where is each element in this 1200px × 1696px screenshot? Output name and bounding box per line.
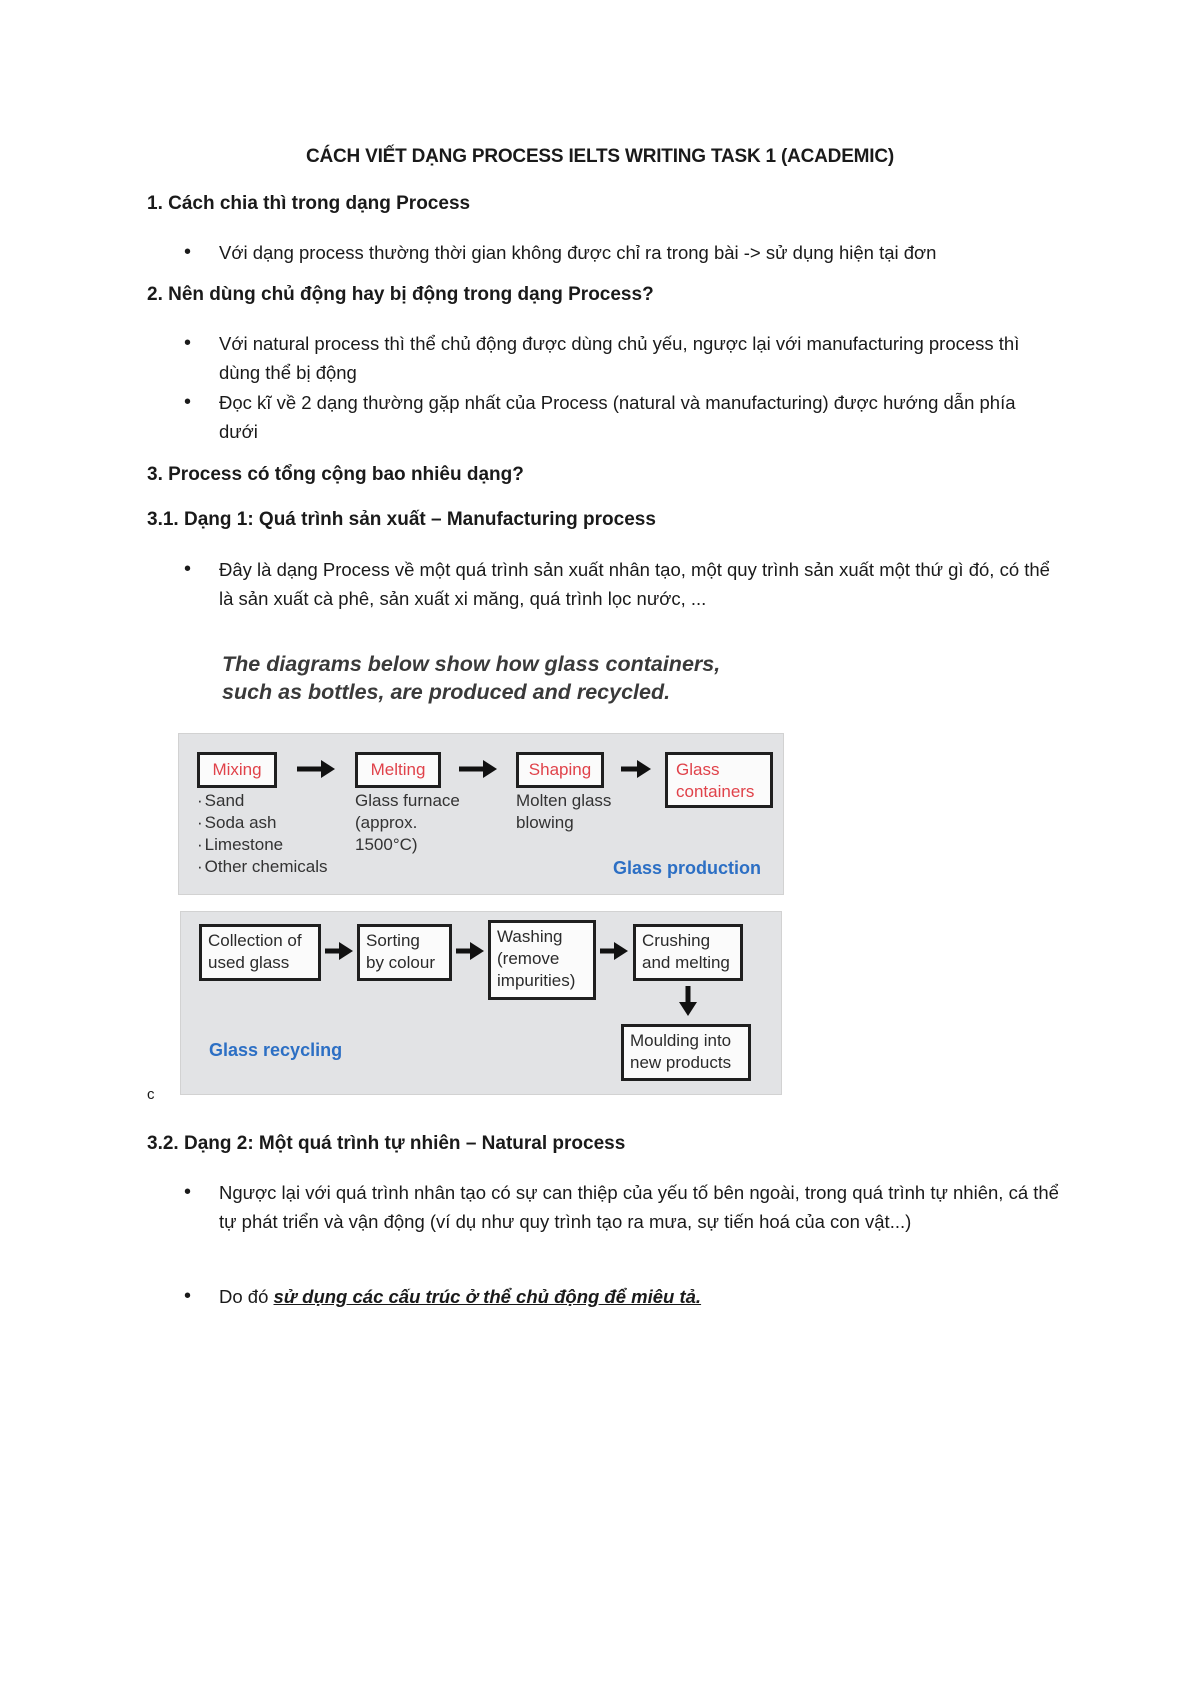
sorting-line-1: Sorting xyxy=(366,931,420,950)
section-3-2-bullet-1: • Ngược lại với quá trình nhân tạo có sự can thiệp của yếu tố bên ngoài, trong quá trình tự nhiên, cá thể tự phát triển và vận động (ví dụ như quy trình tạo ra mưa, sự tiến hoá của con vật...) xyxy=(219,1178,1059,1236)
mixing-item: · Other chemicals xyxy=(197,856,328,878)
arrow-right-icon xyxy=(323,940,355,962)
collection-line-1: Collection of xyxy=(208,931,302,950)
melting-desc-line: 1500°C) xyxy=(355,835,418,854)
bullet-prefix: Do đó xyxy=(219,1286,274,1307)
section-3-2-heading: 3.2. Dạng 2: Một quá trình tự nhiên – Natural process xyxy=(147,1133,626,1154)
mixing-box: Mixing xyxy=(197,752,277,788)
arrow-right-icon xyxy=(598,940,630,962)
washing-line-1: Washing xyxy=(497,927,563,946)
glass-process-diagram xyxy=(158,628,795,1098)
glass-production-label: Glass production xyxy=(613,858,762,878)
section-2-bullet-1: • Với natural process thì thể chủ động được dùng chủ yếu, ngược lại với manufacturing process thì dùng thể bị động xyxy=(219,329,1059,387)
collection-box xyxy=(199,924,321,981)
arrow-right-icon xyxy=(619,758,653,780)
washing-line-3: impurities) xyxy=(497,971,576,990)
glass-recycling-panel xyxy=(180,911,782,1095)
glass-containers-line-1: Glass xyxy=(676,760,720,779)
diagram-title-line-1: The diagrams below show how glass containers, xyxy=(222,652,721,676)
melting-desc-line: (approx. xyxy=(355,813,418,832)
crushing-line-2: and melting xyxy=(642,953,730,972)
melting-desc-line: Glass furnace xyxy=(355,791,460,810)
arrow-right-icon xyxy=(454,940,486,962)
bullet-emphasis: sử dụng các cấu trúc ở thể chủ động để miêu tả. xyxy=(273,1286,702,1307)
crushing-box xyxy=(633,924,743,981)
diagram-title xyxy=(222,650,720,706)
washing-line-2: (remove xyxy=(497,949,560,968)
section-3-heading: 3. Process có tổng cộng bao nhiêu dạng? xyxy=(147,464,524,485)
glass-production-panel xyxy=(178,733,784,895)
mixing-item: · Soda ash xyxy=(197,812,328,834)
washing-box xyxy=(488,920,596,1000)
arrow-right-icon xyxy=(295,758,337,780)
glass-containers-line-2: containers xyxy=(676,782,755,801)
shaping-desc-line: blowing xyxy=(516,813,574,832)
diagram-title-line-2: such as bottles, are produced and recycled. xyxy=(222,680,671,704)
shaping-box: Shaping xyxy=(516,752,604,788)
section-2-bullet-2: • Đọc kĩ về 2 dạng thường gặp nhất của Process (natural và manufacturing) được hướng dẫn phía dưới xyxy=(219,388,1059,446)
shaping-desc-line: Molten glass xyxy=(516,791,612,810)
melting-box: Melting xyxy=(355,752,441,788)
arrow-down-icon xyxy=(677,984,699,1018)
moulding-box xyxy=(621,1024,751,1081)
glass-recycling-label: Glass recycling xyxy=(209,1040,343,1060)
shaping-description xyxy=(516,790,611,834)
section-3-1-heading: 3.1. Dạng 1: Quá trình sản xuất – Manufacturing process xyxy=(147,509,656,530)
collection-line-2: used glass xyxy=(208,953,290,972)
section-3-1-bullet-1: • Đây là dạng Process về một quá trình sản xuất nhân tạo, một quy trình sản xuất một thứ gì đó, có thể là sản xuất cà phê, sản xuất xi măng, quá trình lọc nước, ... xyxy=(219,555,1059,613)
section-3-2-bullet-2 xyxy=(219,1282,1059,1311)
section-1-bullet-1: • Với dạng process thường thời gian không được chỉ ra trong bài -> sử dụng hiện tại đơn xyxy=(219,238,1059,267)
melting-description xyxy=(355,790,460,856)
section-2-heading: 2. Nên dùng chủ động hay bị động trong dạng Process? xyxy=(147,284,654,305)
sorting-line-2: by colour xyxy=(366,953,435,972)
sorting-box xyxy=(357,924,452,981)
glass-containers-box xyxy=(665,752,773,808)
section-1-heading: 1. Cách chia thì trong dạng Process xyxy=(147,193,471,214)
crushing-line-1: Crushing xyxy=(642,931,711,950)
mixing-ingredients xyxy=(197,790,328,878)
moulding-line-2: new products xyxy=(630,1053,732,1072)
mixing-item: · Limestone xyxy=(197,834,328,856)
figure-caption: c xyxy=(147,1086,155,1103)
page-title: CÁCH VIẾT DẠNG PROCESS IELTS WRITING TASK 1 (ACADEMIC) xyxy=(305,146,895,167)
mixing-item: · Sand xyxy=(197,790,328,812)
arrow-right-icon xyxy=(457,758,499,780)
moulding-line-1: Moulding into xyxy=(630,1031,732,1050)
